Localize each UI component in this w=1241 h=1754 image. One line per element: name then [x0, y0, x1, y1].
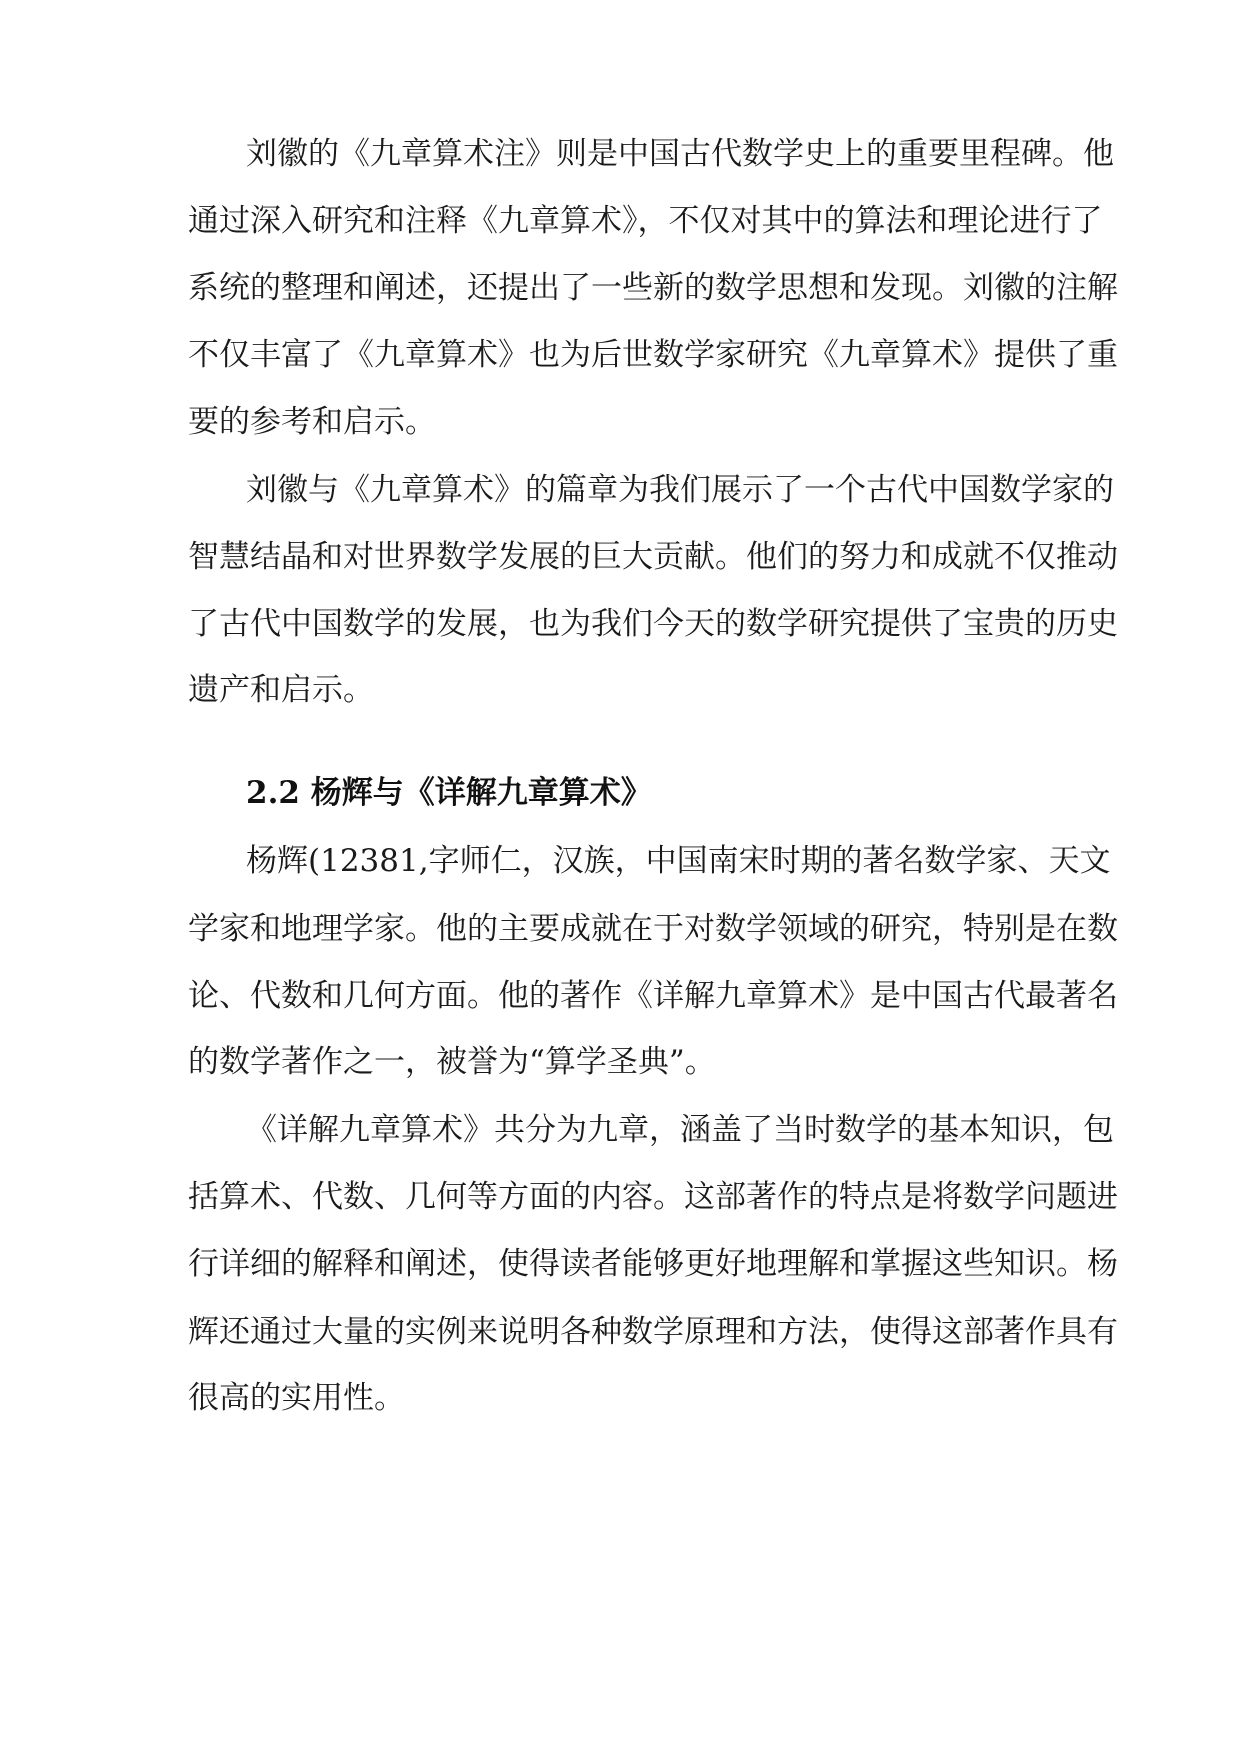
- paragraph-1-line-1: 刘徽的《九章算术注》则是中国古代数学史上的重要里程碑。他: [246, 136, 1114, 172]
- paragraph-4-line-5: 很高的实用性。: [188, 1380, 405, 1416]
- paragraph-3-line-2: 学家和地理学家。他的主要成就在于对数学领域的研究，特别是在数: [188, 911, 1118, 947]
- paragraph-2-line-3: 了古代中国数学的发展，也为我们今天的数学研究提供了宝贵的历史: [188, 606, 1118, 642]
- paragraph-3-line-4: 的数学著作之一，被誉为“算学圣典”。: [188, 1044, 716, 1080]
- section-heading: 2.2 杨辉与《详解九章算术》: [246, 775, 652, 811]
- paragraph-2-line-2: 智慧结晶和对世界数学发展的巨大贡献。他们的努力和成就不仅推动: [188, 539, 1118, 575]
- paragraph-4-line-4: 辉还通过大量的实例来说明各种数学原理和方法，使得这部著作具有: [188, 1314, 1118, 1350]
- paragraph-1-line-2: 通过深入研究和注释《九章算术》，不仅对其中的算法和理论进行了: [188, 203, 1103, 239]
- paragraph-1-line-3: 系统的整理和阐述，还提出了一些新的数学思想和发现。刘徽的注解: [188, 270, 1118, 306]
- paragraph-2-line-4: 遗产和启示。: [188, 672, 374, 708]
- paragraph-4-line-1: 《详解九章算术》共分为九章，涵盖了当时数学的基本知识，包: [246, 1112, 1114, 1148]
- paragraph-3-line-1: 杨辉(12381,字师仁，汉族，中国南宋时期的著名数学家、天文: [246, 843, 1111, 879]
- paragraph-4-line-3: 行详细的解释和阐述，使得读者能够更好地理解和掌握这些知识。杨: [188, 1246, 1118, 1282]
- paragraph-2-line-1: 刘徽与《九章算术》的篇章为我们展示了一个古代中国数学家的: [246, 472, 1114, 508]
- paragraph-1-line-4: 不仅丰富了《九章算术》也为后世数学家研究《九章算术》提供了重: [188, 337, 1118, 373]
- paragraph-4-line-2: 括算术、代数、几何等方面的内容。这部著作的特点是将数学问题进: [188, 1179, 1118, 1215]
- paragraph-1-line-5: 要的参考和启示。: [188, 404, 436, 440]
- paragraph-3-line-3: 论、代数和几何方面。他的著作《详解九章算术》是中国古代最著名: [188, 978, 1118, 1014]
